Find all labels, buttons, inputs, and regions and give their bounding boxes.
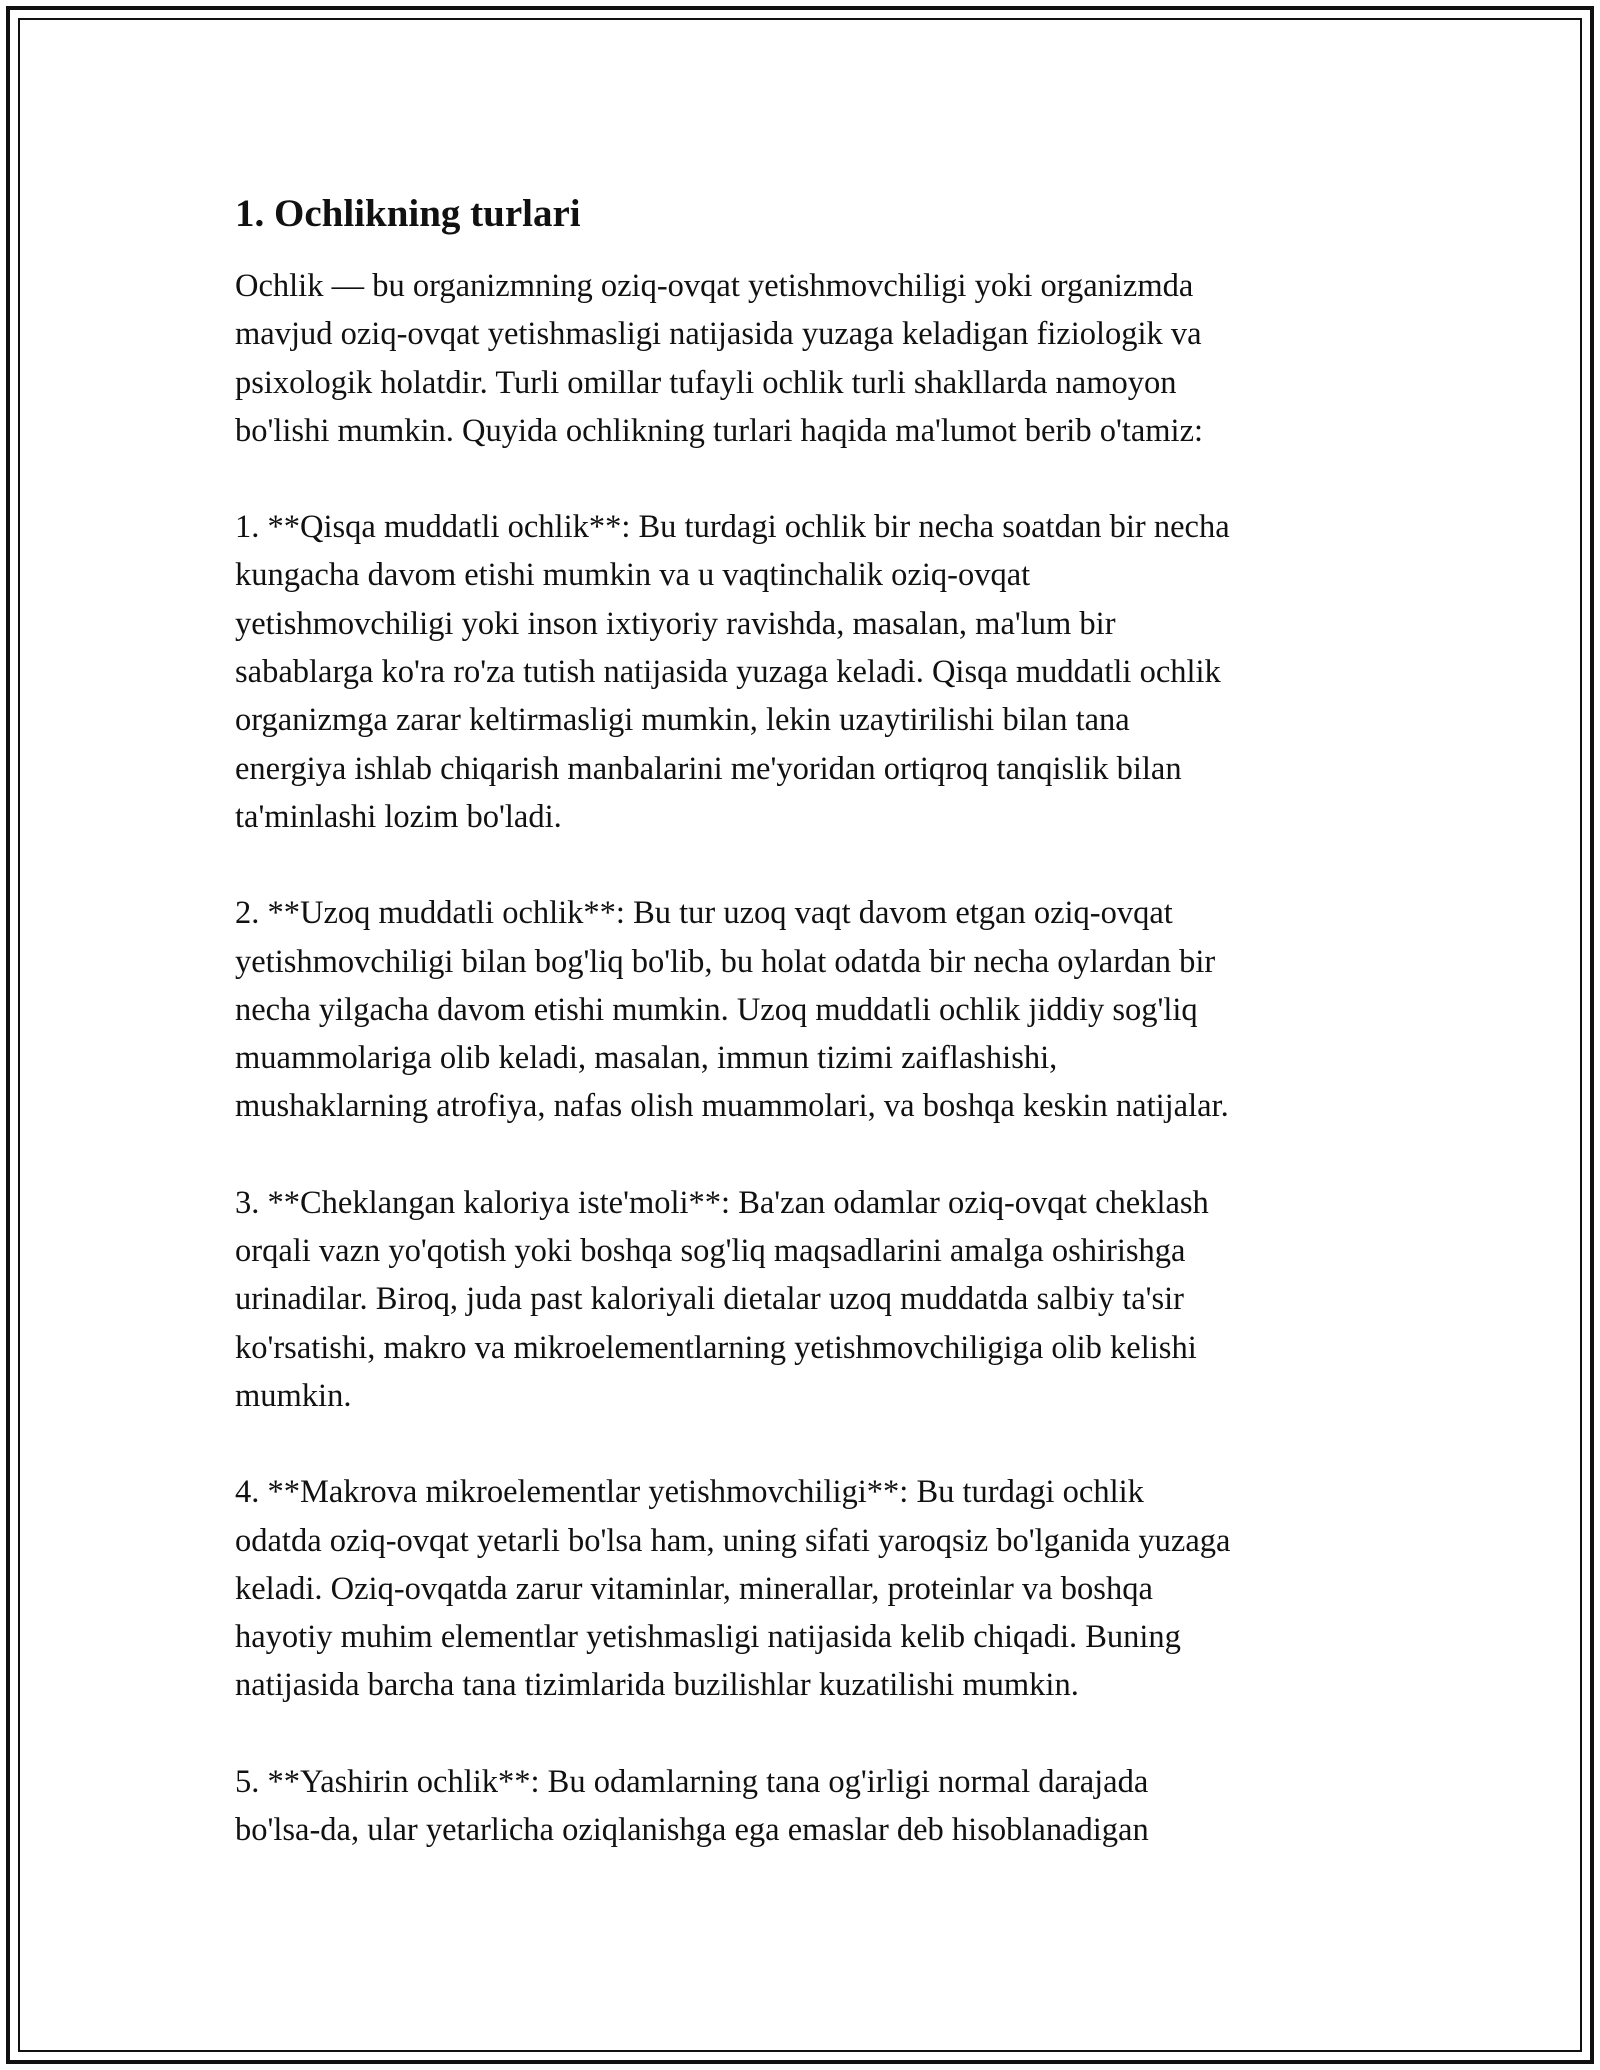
paragraph-long-term-hunger: 2. **Uzoq muddatli ochlik**: Bu tur uzoq vaqt davom etgan oziq-ovqat yetishmovchiligi bilan bog'liq bo'lib, bu holat odatda bir necha oylardan bir necha yilgacha davom etishi mumkin. Uzoq muddatli ochlik jiddiy sog'liq muammolariga olib keladi, masalan, immun tizimi zaiflashishi, mushaklarning atrofiya, nafas olish muammolari, va boshqa keskin natijalar. [235,895,1229,1125]
intro-paragraph: Ochlik — bu organizmning oziq-ovqat yetishmovchiligi yoki organizmda mavjud oziq-ovqat yetishmasligi natijasida yuzaga keladigan fiziologik va psixologik holatdir. Turli omillar tufayli ochlik turli shakllarda namoyon bo'lishi mumkin. Quyida ochlikning turlari haqida ma'lumot berib o'tamiz: [235,268,1204,449]
paragraph-micronutrient-deficiency: 4. **Makrova mikroelementlar yetishmovchiligi**: Bu turdagi ochlik odatda oziq-ovqat yetarli bo'lsa ham, uning sifati yaroqsiz bo'lganida yuzaga keladi. Oziq-ovqatda zarur vitaminlar, minerallar, proteinlar va boshqa hayotiy muhim elementlar yetishmasligi natijasida kelib chiqadi. Buning natijasida barcha tana tizimlarida buzilishlar kuzatilishi mumkin. [235,1474,1231,1704]
paragraph-hidden-hunger: 5. **Yashirin ochlik**: Bu odamlarning tana og'irligi normal darajada bo'lsa-da, ular yetarlicha oziqlanishga ega emaslar deb hisoblanadigan [235,1763,1149,1849]
document-body [235,186,1385,1854]
paragraph-short-term-hunger: 1. **Qisqa muddatli ochlik**: Bu turdagi ochlik bir necha soatdan bir necha kungacha davom etishi mumkin va u vaqtinchalik oziq-ovqat yetishmovchiligi yoki inson ixtiyoriy ravishda, masalan, ma'lum bir sabablarga ko'ra ro'za tutish natijasida yuzaga keladi. Qisqa muddatli ochlik organizmga zarar keltirmasligi mumkin, lekin uzaytirilishi bilan tana energiya ishlab chiqarish manbalarini me'yoridan ortiqroq tanqislik bilan ta'minlashi lozim bo'ladi. [235,509,1230,835]
section-heading: 1. Ochlikning turlari [235,192,581,235]
paragraph-calorie-restriction: 3. **Cheklangan kaloriya iste'moli**: Ba'zan odamlar oziq-ovqat cheklash orqali vazn yo'qotish yoki boshqa sog'liq maqsadlarini amalga oshirishga urinadilar. Biroq, juda past kaloriyali dietalar uzoq muddatda salbiy ta'sir ko'rsatishi, makro va mikroelementlarning yetishmovchiligiga olib kelishi mumkin. [235,1184,1209,1414]
